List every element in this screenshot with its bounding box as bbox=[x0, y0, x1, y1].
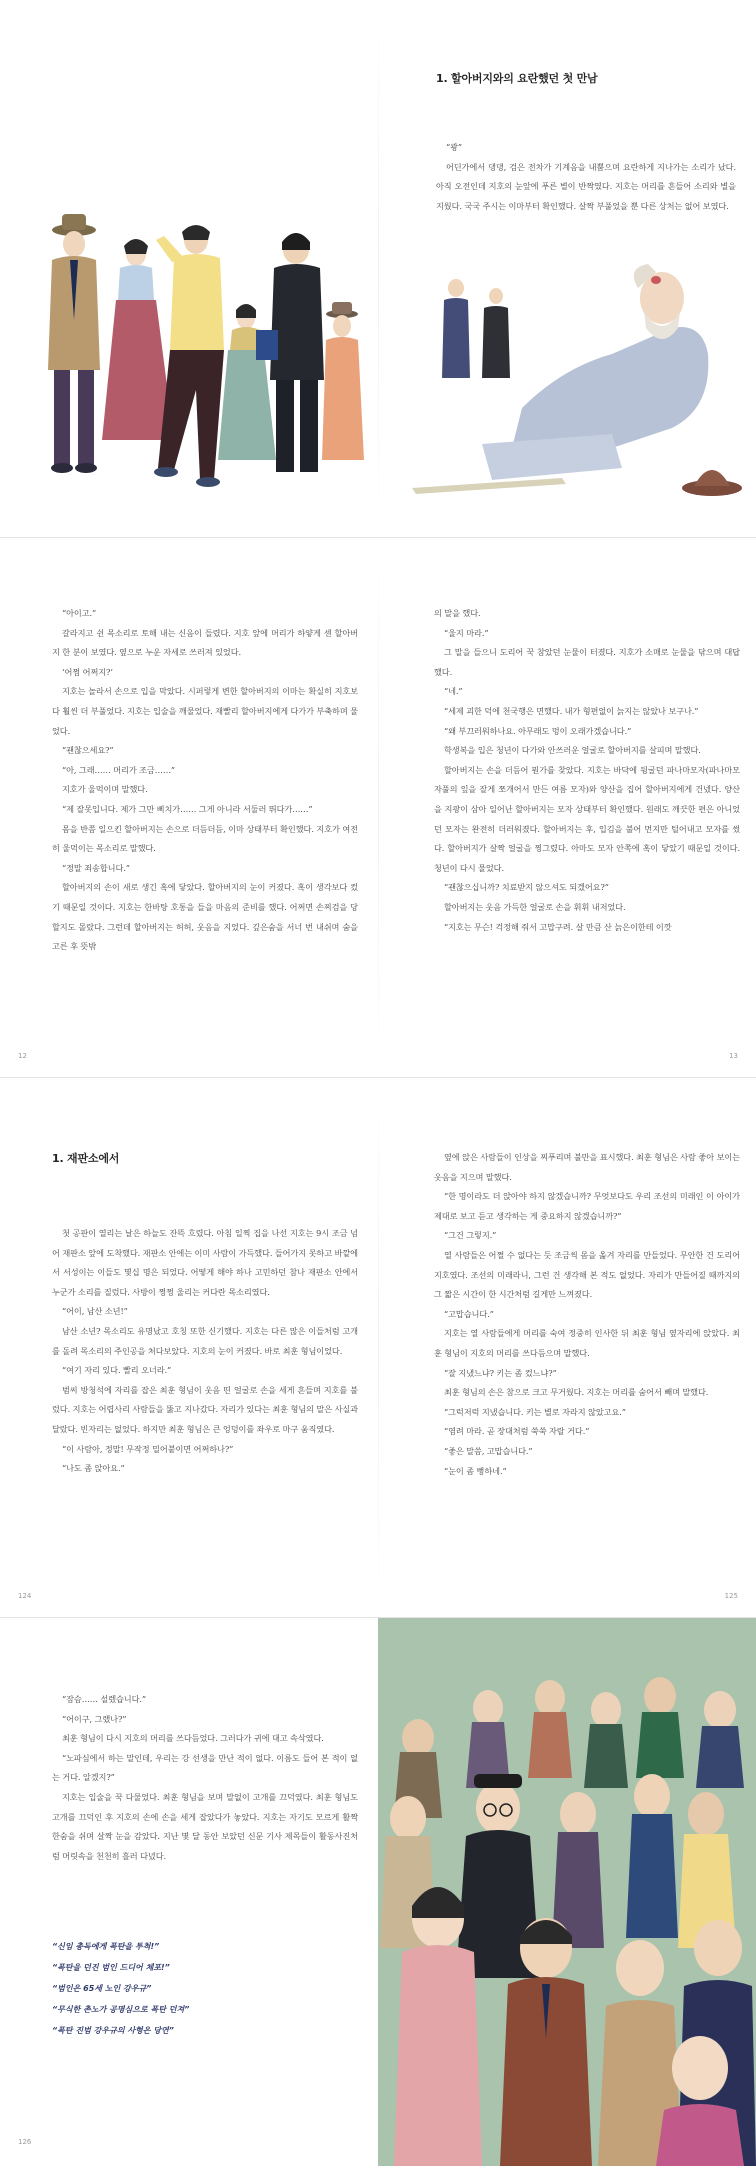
paragraph: 그 말을 들으니 도리어 꾹 참았던 눈물이 터졌다. 지호가 소매로 눈물을 닦으며 대답했다. bbox=[434, 647, 740, 677]
paragraph: “지호는 무슨! 걱정해 줘서 고맙구려. 살 만큼 산 늙은이한테 이깟 bbox=[444, 921, 672, 932]
paragraph: “이 사람아, 정말! 무작정 밀어붙이면 어쩌하나?” bbox=[62, 1443, 234, 1454]
book-spread-2 bbox=[0, 538, 756, 1078]
body-text-left bbox=[52, 1690, 358, 1866]
paragraph: 범씨 방청석에 자리를 잡은 최훈 형님이 웃음 띤 얼굴로 손을 세게 흔들며 지호를 불렀다. 지호는 어렵사리 사람들을 뚫고 지나갔다. 자리가 있다는 최훈 형님의 말은 사실과 달랐다. 빈자리는 없었다. 하지만 최훈 형님은 큰 엉덩이를 좌우로 마구 움직였다. bbox=[52, 1384, 358, 1434]
spread-gutter bbox=[378, 1078, 379, 1617]
paragraph: “잘 지냈느냐? 키는 좀 컸느냐?” bbox=[444, 1367, 557, 1378]
paragraph: “잠슴…… 설렜습니다.” bbox=[62, 1694, 147, 1704]
paragraph: 몸을 반쯤 일으킨 할아버지는 손으로 더듬더듬, 이마 상태부터 확인했다. 지호가 여전히 울먹이는 목소리로 말했다. bbox=[52, 823, 358, 854]
paragraph: 의 말을 했다. bbox=[434, 608, 481, 618]
book-spread-4 bbox=[0, 1618, 756, 2166]
paragraph: “나도 좀 앉아요.” bbox=[62, 1463, 125, 1474]
paragraph: 할아버지는 웃음 가득한 얼굴로 손을 휘휘 내저었다. bbox=[444, 901, 626, 912]
illustration-fallen-grandfather bbox=[412, 258, 742, 498]
body-text-right bbox=[434, 1148, 740, 1481]
body-text-right bbox=[436, 138, 736, 216]
paragraph: “제 잘못입니다. 제가 그만 삐치가…… 그게 아니라 서둘러 뛰다가……” bbox=[62, 803, 313, 814]
body-text-right bbox=[434, 604, 740, 937]
body-text-left bbox=[52, 1224, 358, 1479]
spread-gutter bbox=[378, 538, 379, 1077]
paragraph: “어이구, 그랬나?” bbox=[62, 1713, 127, 1724]
paragraph: “좋은 말씀, 고맙습니다.” bbox=[444, 1445, 533, 1456]
paragraph: 남산 소년? 목소리도 유명났고 호칭 또한 신기했다. 지호는 다른 많은 이들처럼 고개를 돌려 목소리의 주인공을 쳐다보았다. 지호의 눈이 커졌다. 바로 최훈 형님이었다. bbox=[52, 1325, 358, 1356]
page-number: 126 bbox=[18, 2138, 32, 2146]
paragraph: “아, 그래…… 머리가 조금……” bbox=[62, 764, 176, 775]
paragraph: “울지 마라.” bbox=[444, 627, 489, 638]
paragraph: 최훈 형님의 손은 참으로 크고 무거웠다. 지호는 머리를 숨어서 빼며 말했다. bbox=[444, 1387, 709, 1398]
paragraph: 지호는 놀라서 손으로 입을 막았다. 시퍼렇게 변한 할아버지의 이마는 확실히 지호보다 훨씬 더 부풀었다. 지호는 입술을 깨물었다. 재빨리 할아버지에게 다가가 부축하며 물었다. bbox=[52, 686, 358, 736]
paragraph: “괜찮으세요?” bbox=[62, 745, 114, 756]
paragraph: 지호가 울먹이며 말했다. bbox=[62, 784, 148, 795]
illustration-family-group bbox=[24, 210, 369, 510]
page-number: 124 bbox=[18, 1592, 32, 1600]
spread-gutter bbox=[378, 0, 379, 537]
paragraph: 열 사람들은 어쩔 수 없다는 듯 조금씩 몸을 옮겨 자리를 만들었다. 무안한 건 도리어 지호였다. 조선의 미래라니, 그런 건 생각해 본 적도 없었다. 자리가 만들어질 때까지의 그 짧은 시간이 한 시간처럼 길게만 느껴졌다. bbox=[434, 1249, 740, 1300]
chapter-title: 1. 할아버지와의 요란했던 첫 만남 bbox=[436, 72, 598, 85]
headline: “범인은 65세 노인 강우규” bbox=[52, 1984, 152, 1993]
paragraph: “왜 부끄러워하나요. 아무래도 멍이 오래가겠습니다.” bbox=[444, 725, 632, 736]
paragraph: 할아버지는 손을 더듬어 뭔가를 찾았다. 지호는 바닥에 뒹굴던 파나마모자(파나마모자풀의 잎을 잘게 쪼개어서 만든 여름 모자)와 양산을 집어 할아버지에게 건넸다. 양산을 지팡이 삼아 일어난 할아버지는 모자 상태부터 확인했다. 원래도 깨끗한 편은 아니었던 모자는 완전히 더러워졌다. 할아버지는 후, 입김을 불어 먼지만 털어내고 모자를 썼다. 할아버지가 살짝 얼굴을 찡그렸다. 아마도 모자 안쪽에 혹이 닿았기 때문일 것이다. 청년이 다시 물었다. bbox=[434, 764, 740, 873]
headline: “폭탄을 던진 범인 드디어 체포!” bbox=[52, 1963, 170, 1972]
paragraph: “네.” bbox=[444, 686, 463, 697]
paragraph: “그건 그렇지.” bbox=[444, 1230, 497, 1241]
illustration-courtroom-crowd bbox=[378, 1618, 756, 2166]
paragraph: ‘어쩜 어쩌지?’ bbox=[62, 666, 113, 677]
paragraph: 옆에 앉은 사람들이 인상을 찌푸리며 불만을 표시했다. 최훈 형님은 사람 좋아 보이는 웃음을 지으며 말했다. bbox=[434, 1152, 740, 1182]
headline: “폭탄 진범 강우규의 사형은 당연” bbox=[52, 2026, 174, 2035]
headline: “신임 총독에게 폭탄을 투척!” bbox=[52, 1942, 160, 1951]
paragraph: “정말 죄송합니다.” bbox=[62, 862, 130, 873]
paragraph: 첫 공판이 열리는 날은 하늘도 잔뜩 흐렸다. 아침 일찍 집을 나선 지호는 9시 조금 넘어 재판소 앞에 도착했다. 재판소 안에는 이미 사람이 가득했다. 들어가지 못하고 바깥에서 서성이는 이들도 몇십 명은 되었다. 어떻게 해야 하나 고민하던 참나 재판소 안에서 누군가 소리를 질렀다. 사방이 쩡쩡 울리는 커다란 목소리였다. bbox=[52, 1228, 358, 1297]
paragraph: “눈이 좀 뻥하네.” bbox=[444, 1465, 507, 1476]
newspaper-headlines bbox=[52, 1936, 358, 2041]
paragraph: “아이고.” bbox=[62, 608, 97, 618]
paragraph: 지호는 열 사람들에게 머리를 숙여 정중히 인사한 뒤 최훈 형님 옆자리에 앉았다. 최훈 형님이 지호의 머리를 쓰다듬으며 말했다. bbox=[434, 1328, 740, 1358]
paragraph: “그럭저럭 지냈습니다. 키는 별로 자라지 않았고요.” bbox=[444, 1406, 626, 1417]
chapter-title: 1. 재판소에서 bbox=[52, 1152, 120, 1165]
body-text-left bbox=[52, 604, 358, 957]
headline: “무식한 촌노가 공명심으로 폭탄 던져” bbox=[52, 2005, 190, 2014]
paragraph: “한 명이라도 더 앉아야 하지 않겠습니까? 무엇보다도 우리 조선의 미래인 이 아이가 제대로 보고 듣고 생각하는 게 중요하지 않겠습니까?” bbox=[434, 1191, 740, 1221]
paragraph: 학생복을 입은 청년이 다가와 안쓰러운 얼굴로 할아버지를 살피며 말했다. bbox=[444, 745, 701, 756]
paragraph: “쾅” bbox=[446, 142, 462, 152]
book-spread-1 bbox=[0, 0, 756, 538]
paragraph: “세제 괴한 덕에 천국행은 면했다. 내가 형편없이 늙지는 않았나 보구나.” bbox=[444, 705, 699, 716]
paragraph: “괜찮으십니까? 치료받지 않으셔도 되겠어요?” bbox=[444, 882, 609, 893]
page-number: 12 bbox=[18, 1052, 27, 1060]
book-spread-3 bbox=[0, 1078, 756, 1618]
paragraph: 최훈 형님이 다시 지호의 머리를 쓰다듬었다. 그러다가 귀에 대고 속삭였다. bbox=[62, 1733, 324, 1744]
page-number: 13 bbox=[729, 1052, 738, 1060]
paragraph: “고맙습니다.” bbox=[444, 1308, 494, 1319]
paragraph: “어이, 남산 소년!” bbox=[62, 1306, 128, 1317]
paragraph: “여기 자리 있다. 빨리 오너라.” bbox=[62, 1365, 172, 1376]
paragraph: 갈라지고 쉰 목소리로 토해 내는 신음이 들렸다. 지호 앞에 머리가 하얗게 센 할아버지 한 분이 보였다. 옆으로 누운 자세로 쓰러져 있었다. bbox=[52, 627, 358, 658]
paragraph: “염려 마라. 곧 장대처럼 쑥쑥 자랄 거다.” bbox=[444, 1426, 590, 1437]
page-number: 125 bbox=[724, 1592, 738, 1600]
paragraph: 할아버지의 손이 새로 생긴 혹에 닿았다. 할아버지의 눈이 커졌다. 혹이 생각보다 컸기 때문일 것이다. 지호는 한바탕 호통을 들을 마음의 준비를 했다. 어쩌면 손찌검을 당할지도 몰랐다. 그런데 할아버지는 허허, 웃음을 지었다. 깊은숨을 서너 번 내쉬며 숨을 고른 후 뜻밖 bbox=[52, 882, 358, 952]
paragraph: “노파심에서 하는 말인데, 우리는 강 선생을 만난 적이 없다. 이름도 들어 본 적이 없는 거다. 알겠지?” bbox=[52, 1752, 358, 1783]
paragraph: 지호는 입술을 꾹 다물었다. 최훈 형님을 보며 말없이 고개를 끄덕였다. 최훈 형님도 고개를 끄덕인 후 지호의 손에 손을 세게 잡았다가 놓았다. 지호는 자기도 모르게 활짝 한숨을 쉬며 살짝 눈을 감았다. 지난 몇 달 동안 보았던 신문 기사 제목들이 활동사진처럼 머릿속을 천천히 흘러 다녔다. bbox=[52, 1791, 358, 1861]
paragraph: 어딘가에서 댕댕, 검은 전차가 기계음을 내뿜으며 요란하게 지나가는 소리가 났다. 아직 오전인데 지호의 눈앞에 푸른 별이 반짝였다. 지호는 머리를 흔들어 소리와 별을 지웠다. 국국 주시는 이마부터 확인했다. 살짝 부풀었을 뿐 다른 상처는 없어 보였다. bbox=[436, 161, 736, 211]
